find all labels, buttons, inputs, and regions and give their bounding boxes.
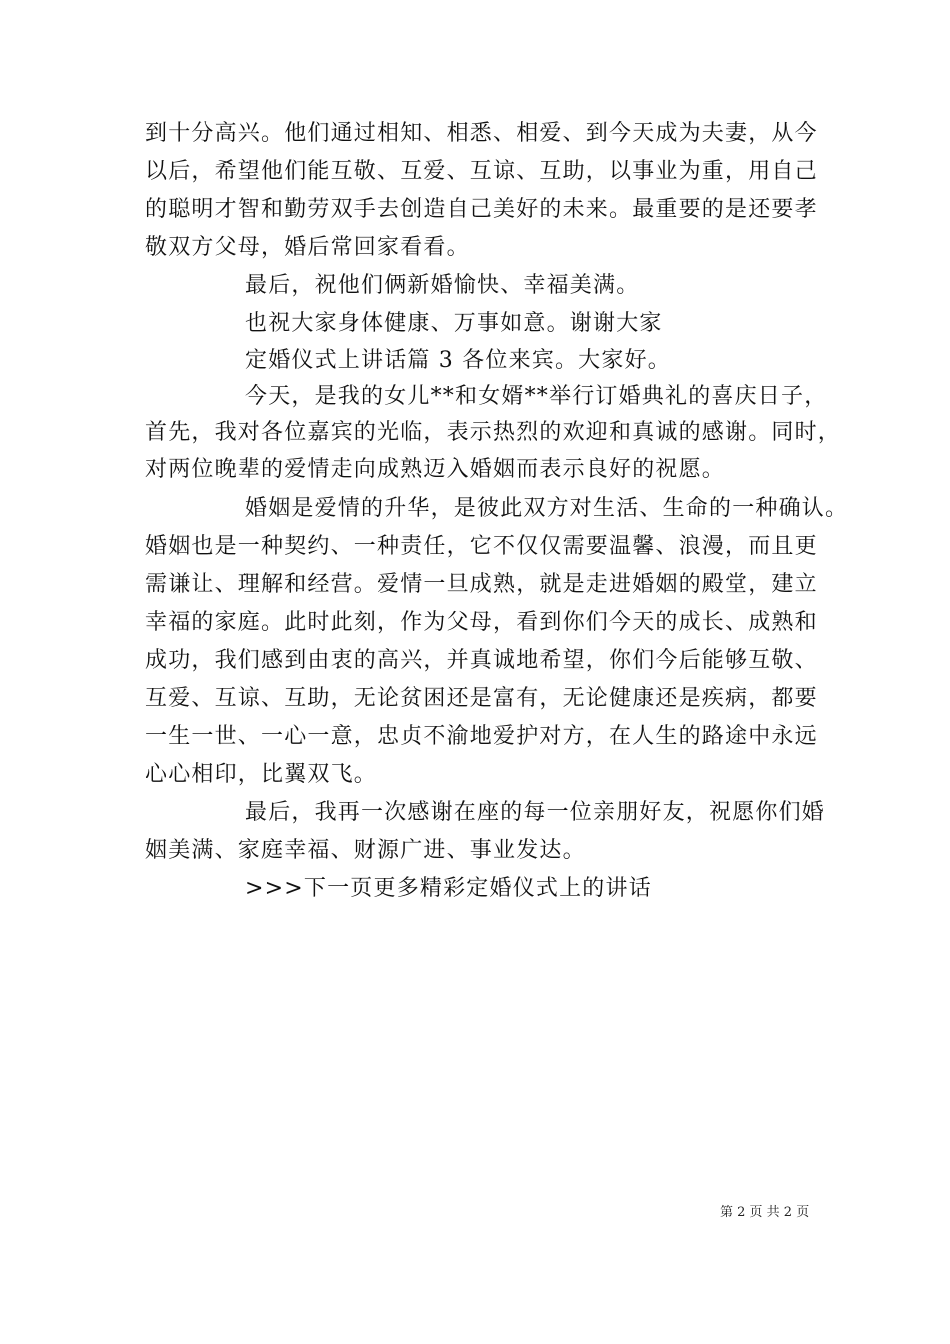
text-line: 最后，祝他们俩新婚愉快、幸福美满。 xyxy=(245,273,640,298)
text-line: 幸福的家庭。此时此刻，作为父母，看到你们今天的成长、成熟和 xyxy=(145,610,818,635)
text-line: 的聪明才智和勤劳双手去创造自己美好的未来。最重要的是还要孝 xyxy=(145,197,818,222)
text-line: 成功，我们感到由衷的高兴，并真诚地希望，你们今后能够互敬、 xyxy=(145,648,818,673)
section-heading: 定婚仪式上讲话篇 3 各位来宾。大家好。 xyxy=(245,348,671,373)
text-line: 到十分高兴。他们通过相知、相悉、相爱、到今天成为夫妻，从今 xyxy=(145,121,818,146)
text-line: 以后，希望他们能互敬、互爱、互谅、互助，以事业为重，用自己 xyxy=(145,159,818,184)
text-line: 对两位晚辈的爱情走向成熟迈入婚姻而表示良好的祝愿。 xyxy=(145,457,726,482)
text-line: 心心相印，比翼双飞。 xyxy=(145,762,378,787)
page-footer: 第 2 页 共 2 页 xyxy=(720,1205,810,1220)
text-line: 需谦让、理解和经营。爱情一旦成熟，就是走进婚姻的殿堂，建立 xyxy=(145,572,818,597)
text-line: 今天，是我的女儿**和女婿**举行订婚典礼的喜庆日子， xyxy=(245,384,828,409)
text-line: 敬双方父母，婚后常回家看看。 xyxy=(145,235,470,260)
text-line: 最后，我再一次感谢在座的每一位亲朋好友，祝愿你们婚 xyxy=(245,800,826,825)
text-line: 互爱、互谅、互助，无论贫困还是富有，无论健康还是疾病，都要 xyxy=(145,686,818,711)
text-line: 也祝大家身体健康、万事如意。谢谢大家 xyxy=(245,311,663,336)
text-line: 首先，我对各位嘉宾的光临，表示热烈的欢迎和真诚的感谢。同时， xyxy=(145,420,842,445)
text-line: 一生一世、一心一意，忠贞不渝地爱护对方，在人生的路途中永远 xyxy=(145,724,818,749)
text-line: 婚姻是爱情的升华，是彼此双方对生活、生命的一种确认。 xyxy=(245,496,849,521)
text-line: 姻美满、家庭幸福、财源广进、事业发达。 xyxy=(145,838,586,863)
next-page-link[interactable]: >>>下一页更多精彩定婚仪式上的讲话 xyxy=(245,876,652,901)
text-line: 婚姻也是一种契约、一种责任，它不仅仅需要温馨、浪漫，而且更 xyxy=(145,534,818,559)
